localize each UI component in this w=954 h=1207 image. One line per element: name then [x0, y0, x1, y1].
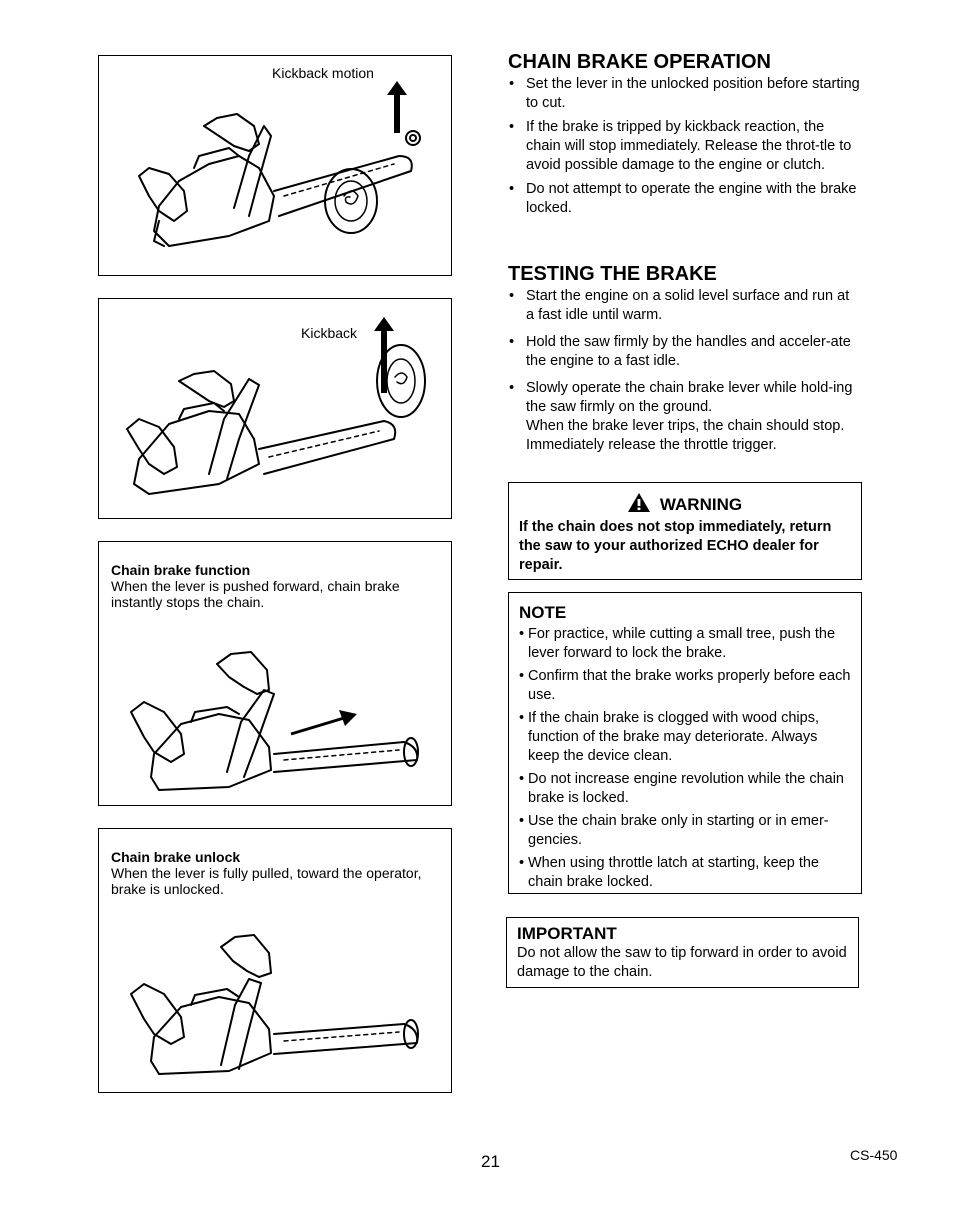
page-number: 21 — [481, 1152, 500, 1171]
caption-title: Chain brake unlock — [111, 849, 241, 865]
chainsaw-brake-function-illustration — [99, 542, 452, 806]
warning-text: If the chain does not stop immediately, return the saw to your authorized ECHO dealer for repair. — [519, 519, 832, 573]
list-item: • Do not increase engine revolution while the chain brake is locked. — [519, 770, 851, 808]
list-item: • If the brake is tripped by kickback reaction, the chain will stop immediately. Release the throt-tle to avoid possible damage to the engine or clutch. — [508, 118, 860, 175]
list-item: • Do not attempt to operate the engine with the brake locked. — [508, 180, 860, 218]
list-item: • Set the lever in the unlocked position before starting to cut. — [508, 75, 860, 113]
up-arrow-icon — [387, 81, 407, 133]
figure-chain-brake-unlock — [98, 828, 452, 1093]
important-title: IMPORTANT — [517, 924, 617, 943]
list-item-subline: Immediately release the throttle trigger. — [526, 437, 777, 453]
figure-label: Kickback — [301, 325, 358, 341]
important-text: Do not allow the saw to tip forward in order to avoid damage to the chain. — [517, 945, 847, 980]
model-number: CS-450 — [850, 1147, 898, 1163]
figure-chain-brake-function — [98, 541, 452, 806]
testing-the-brake-list — [508, 287, 860, 460]
caption-text: When the lever is pushed forward, chain brake instantly stops the chain. — [111, 578, 400, 610]
up-arrow-icon — [374, 317, 394, 393]
list-item: • When using throttle latch at starting, keep the chain brake locked. — [519, 854, 851, 892]
chainsaw-brake-unlock-illustration — [99, 829, 452, 1093]
chain-brake-operation-list — [508, 75, 860, 223]
list-item: • Confirm that the brake works properly before each use. — [519, 667, 851, 705]
list-item: • Start the engine on a solid level surface and run at a fast idle until warm. — [508, 287, 860, 325]
figure-kickback — [98, 298, 452, 519]
warning-triangle-icon — [628, 493, 650, 512]
caption-text: When the lever is fully pulled, toward the operator, brake is unlocked. — [111, 865, 422, 897]
figure-label: Kickback motion — [272, 65, 374, 81]
list-item: • Use the chain brake only in starting or in emer-gencies. — [519, 812, 851, 850]
note-box — [508, 592, 862, 894]
list-item-subline: When the brake lever trips, the chain should stop. — [526, 418, 845, 434]
list-item: • For practice, while cutting a small tree, push the lever forward to lock the brake. — [519, 625, 851, 663]
chainsaw-kickback-illustration — [99, 299, 452, 519]
list-item-text: Slowly operate the chain brake lever while hold-ing the saw firmly on the ground. — [526, 380, 853, 415]
note-title: NOTE — [519, 603, 567, 622]
forward-arrow-icon — [289, 710, 359, 736]
warning-box — [508, 482, 862, 580]
list-item: • Hold the saw firmly by the handles and acceler-ate the engine to a fast idle. — [508, 333, 860, 371]
caption-title: Chain brake function — [111, 562, 251, 578]
important-box — [506, 917, 859, 988]
figure-kickback-motion — [98, 55, 452, 276]
warning-title — [509, 493, 861, 515]
list-item: • If the chain brake is clogged with wood chips, function of the brake may deteriorate. Always keep the device clean. — [519, 709, 851, 766]
section-heading-chain-brake-operation: CHAIN BRAKE OPERATION — [508, 51, 771, 73]
warning-title-text: WARNING — [659, 495, 743, 514]
section-heading-testing-the-brake: TESTING THE BRAKE — [508, 263, 717, 285]
note-list — [509, 625, 861, 892]
list-item — [508, 379, 860, 455]
